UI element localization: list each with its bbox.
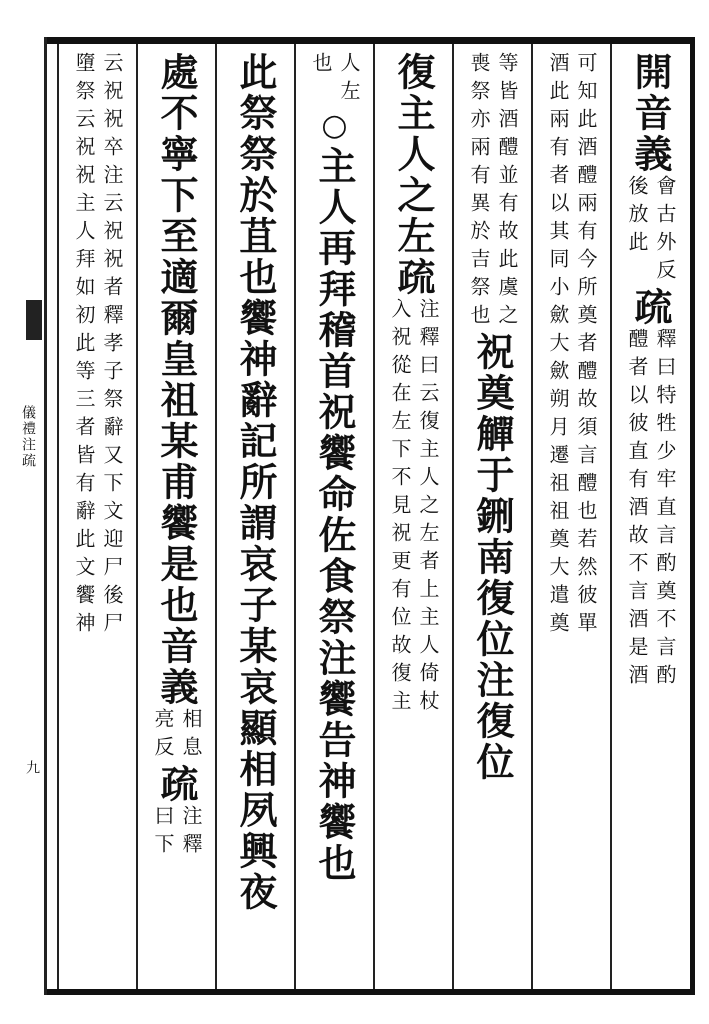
annotation-text-right: 可知此酒醴兩有今所奠者醴故須言醴也若然彼單 [574, 52, 598, 640]
annotation-text-right: 釋曰特牲少牢直言酌奠不言酌 [653, 328, 677, 692]
text-column [463, 52, 521, 984]
text-column [542, 52, 600, 984]
column-rule [215, 44, 217, 989]
annotation-text-right: 注釋曰云復主人之左者上主人倚杖 [416, 298, 440, 718]
annotation-text-right: 會古外反 [653, 175, 677, 287]
book-title: 儀禮注疏 [20, 405, 36, 469]
annotation-block [621, 328, 679, 692]
annotation-text-left: 入祝從在左下不見祝更有位故復主 [388, 298, 412, 718]
column-rule [57, 44, 59, 989]
column-rule [294, 44, 296, 989]
text-column [226, 52, 284, 984]
annotation-block [463, 52, 521, 332]
main-text: 疏 [391, 257, 436, 298]
main-text: 疏 [628, 287, 673, 328]
circle-marker: ○ [317, 108, 352, 146]
margin-rule [44, 37, 47, 995]
page-number: 九 [24, 760, 40, 774]
annotation-text-left: 酒此兩有者以其同小歛大歛朔月遷祖祖奠大遣奠 [546, 52, 570, 640]
annotation-block [384, 298, 442, 718]
annotation-text-left: 也 [309, 52, 333, 80]
column-rule [136, 44, 138, 989]
text-column [384, 52, 442, 984]
column-rule [452, 44, 454, 989]
text-column [305, 52, 363, 984]
annotation-text-left: 醴者以彼直有酒故不言酒是酒 [625, 328, 649, 692]
text-column [621, 52, 679, 984]
bottom-border [44, 989, 694, 995]
main-text: 此祭祭於苴也饗神辭記所謂哀子某哀顯相夙興夜 [233, 52, 278, 913]
annotation-block [542, 52, 600, 640]
annotation-text-left: 喪祭亦兩有異於吉祭也 [467, 52, 491, 332]
text-column [68, 52, 126, 984]
annotation-block [305, 52, 363, 108]
annotation-text-right: 相息 [179, 708, 203, 764]
main-text: 復主人之左 [391, 52, 436, 257]
annotation-block [147, 805, 205, 861]
annotation-block [621, 175, 679, 287]
annotation-text-left: 墮祭云祝祝主人拜如初此等三者皆有辭此文饗神 [72, 52, 96, 640]
main-text: 疏 [154, 764, 199, 805]
annotation-text-right: 等皆酒醴並有故此虞之 [495, 52, 519, 332]
right-border [690, 37, 695, 995]
column-rule [531, 44, 533, 989]
text-column [147, 52, 205, 984]
main-text: 開音義 [628, 52, 673, 175]
main-text: 處不寧下至適爾皇祖某甫饗是也音義 [154, 52, 199, 708]
annotation-block [68, 52, 126, 640]
annotation-block [147, 708, 205, 764]
column-rule [610, 44, 612, 989]
annotation-text-left: 亮反 [151, 708, 175, 764]
main-text: 祝奠觶于鉶南復位注復位 [470, 332, 515, 783]
annotation-text-left: 曰下 [151, 805, 175, 861]
fish-tail-mark [26, 300, 42, 340]
annotation-text-right: 注釋 [179, 805, 203, 861]
annotation-text-left: 後放此 [625, 175, 649, 259]
column-rule [373, 44, 375, 989]
annotation-text-right: 人左 [337, 52, 361, 108]
main-text: 主人再拜稽首祝饗命佐食祭注饗告神饗也 [312, 146, 357, 884]
top-border [44, 37, 694, 44]
annotation-text-right: 云祝祝卒注云祝祝者釋孝子祭辭又下文迎尸後尸 [100, 52, 124, 640]
